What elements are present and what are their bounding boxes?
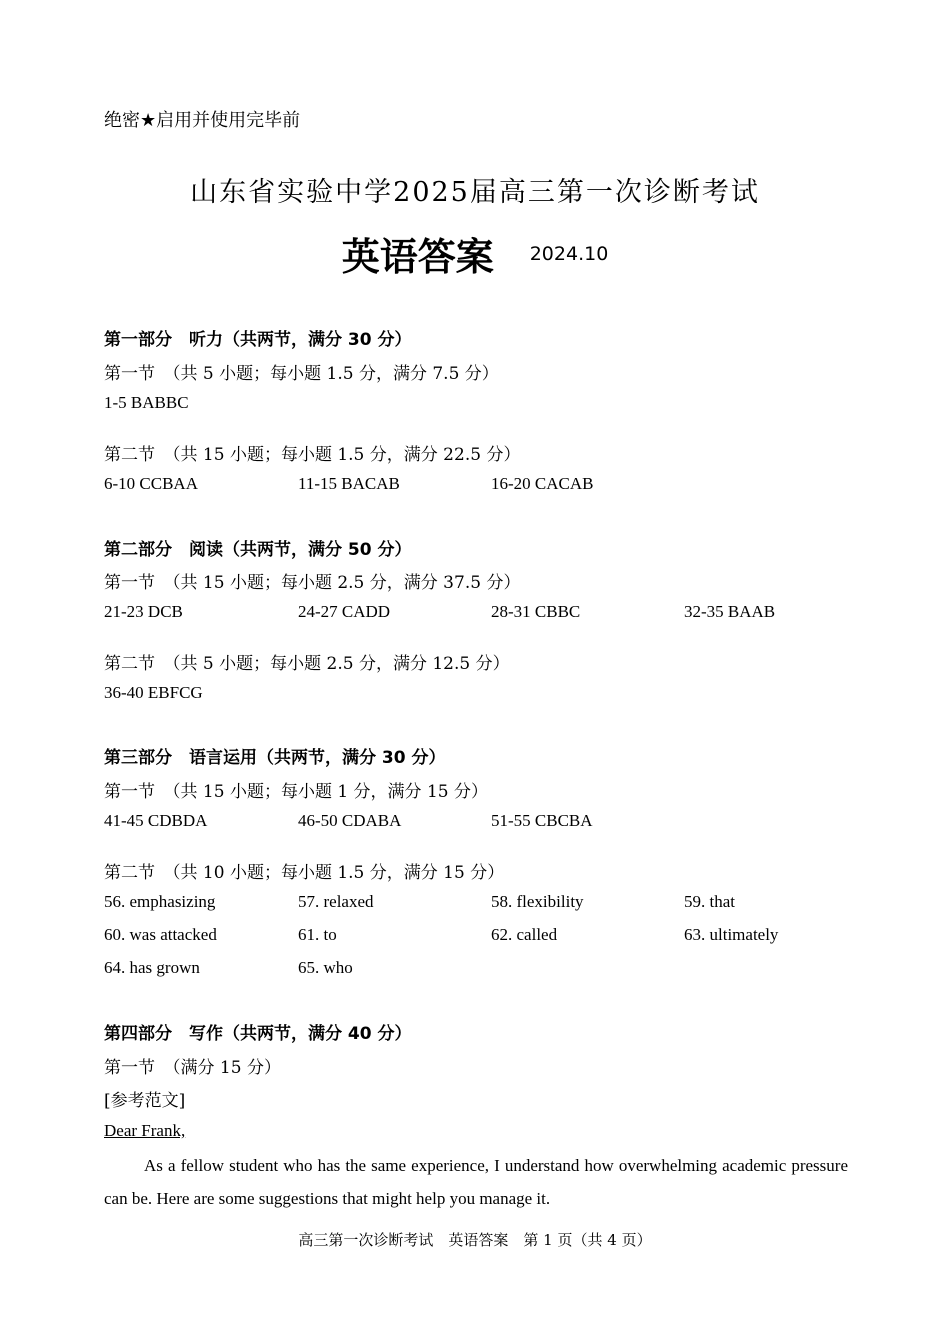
answer-item: 21-23 DCB xyxy=(104,602,183,621)
answer-item: 64. has grown xyxy=(104,958,200,977)
answer-item: 63. ultimately xyxy=(684,925,779,944)
answer-item: 56. emphasizing xyxy=(104,892,216,911)
answer-item: 41-45 CDBDA xyxy=(104,811,208,830)
answer-item: 61. to xyxy=(298,925,337,944)
answer-item: 36-40 EBFCG xyxy=(104,683,203,702)
section-heading: 第一节 （共 5 小题；每小题 1.5 分，满分 7.5 分） xyxy=(104,364,499,384)
answer-item: 65. who xyxy=(298,958,353,977)
essay-salutation: Dear Frank, xyxy=(104,1121,186,1140)
answer-item: 59. that xyxy=(684,892,735,911)
answer-item: 57. relaxed xyxy=(298,892,374,911)
answer-item: 24-27 CADD xyxy=(298,602,391,621)
answer-item: 60. was attacked xyxy=(104,925,217,944)
doc-title: 英语答案 xyxy=(341,235,494,279)
answer-item: 62. called xyxy=(491,925,558,944)
essay-label: [参考范文] xyxy=(104,1091,186,1111)
part-heading: 第一部分 听力（共两节，满分 30 分） xyxy=(104,330,412,350)
section-heading: 第一节 （满分 15 分） xyxy=(104,1058,281,1078)
section-heading: 第一节 （共 15 小题；每小题 1 分，满分 15 分） xyxy=(104,782,489,802)
part-heading: 第四部分 写作（共两节，满分 40 分） xyxy=(104,1024,412,1044)
part-heading: 第二部分 阅读（共两节，满分 50 分） xyxy=(104,540,412,560)
section-heading: 第一节 （共 15 小题；每小题 2.5 分，满分 37.5 分） xyxy=(104,573,521,593)
essay-paragraph: As a fellow student who has the same experience, I understand how overwhelming academic pressure can be. Here are some suggestions that might help you manage it. xyxy=(104,1156,848,1208)
answer-item: 32-35 BAAB xyxy=(684,602,776,621)
section-heading: 第二节 （共 15 小题；每小题 1.5 分，满分 22.5 分） xyxy=(104,445,521,465)
page-footer: 高三第一次诊断考试 英语答案 第 1 页（共 4 页） xyxy=(298,1231,652,1249)
exam-date: 2024.10 xyxy=(529,242,609,265)
answer-item: 16-20 CACAB xyxy=(491,474,594,493)
part-heading: 第三部分 语言运用（共两节，满分 30 分） xyxy=(104,748,446,768)
answer-item: 1-5 BABBC xyxy=(104,393,189,412)
section-heading: 第二节 （共 10 小题；每小题 1.5 分，满分 15 分） xyxy=(104,863,505,883)
answer-item: 58. flexibility xyxy=(491,892,584,911)
answer-item: 28-31 CBBC xyxy=(491,602,581,621)
title-row xyxy=(0,226,950,281)
section-heading: 第二节 （共 5 小题；每小题 2.5 分，满分 12.5 分） xyxy=(104,654,510,674)
answer-item: 6-10 CCBAA xyxy=(104,474,198,493)
confidential-label: 绝密★启用并使用完毕前 xyxy=(104,110,301,131)
answer-item: 11-15 BACAB xyxy=(298,474,400,493)
school-exam-title: 山东省实验中学2025届高三第一次诊断考试 xyxy=(190,177,760,208)
answer-item: 51-55 CBCBA xyxy=(491,811,593,830)
answer-item: 46-50 CDABA xyxy=(298,811,402,830)
